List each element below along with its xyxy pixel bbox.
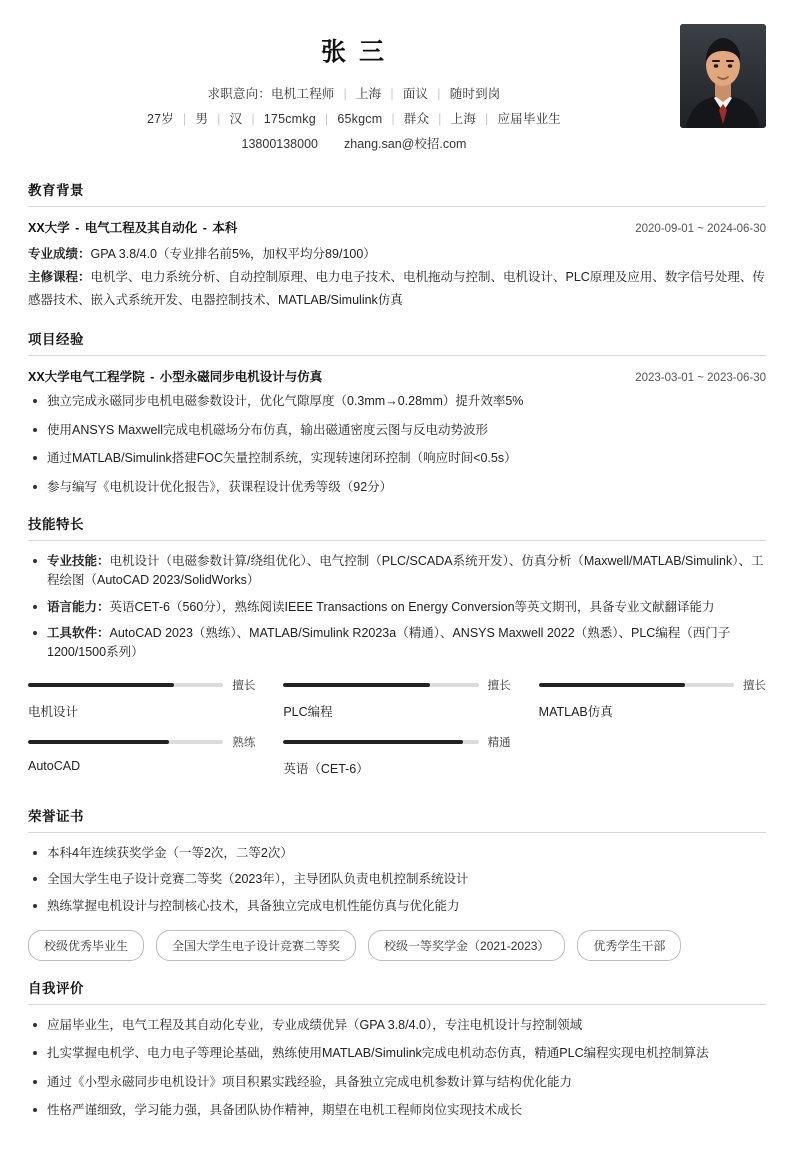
divider: |: [485, 112, 489, 126]
skill-name: 英语（CET-6）: [283, 761, 369, 776]
list-item: 扎实掌握电机学、电力电子等理论基础，熟练使用MATLAB/Simulink完成电机动态仿真，精通PLC编程实现电机控制算法: [28, 1044, 766, 1063]
divider: |: [391, 112, 395, 126]
skill-progress-track: [283, 683, 478, 687]
education-courses: [28, 266, 766, 312]
list-item: [28, 552, 766, 591]
intent-item: 电机工程师: [271, 87, 335, 101]
intent-item: 面议: [402, 87, 429, 101]
list-item: 本科4年连续获奖学金（一等2次，二等2次）: [28, 844, 766, 863]
list-item: 通过《小型永磁同步电机设计》项目积累实践经验，具备独立完成电机参数计算与结构优化能力: [28, 1073, 766, 1092]
intent-item: 上海: [355, 87, 382, 101]
section-education: [28, 179, 766, 312]
basic-item: 群众: [403, 112, 430, 126]
gpa-label: 专业成绩：: [28, 247, 91, 261]
page-title: 张 三: [321, 38, 387, 66]
project-entry-head: [28, 367, 766, 385]
divider: |: [438, 112, 442, 126]
skill-name: MATLAB仿真: [538, 704, 613, 719]
skill-level: 精通: [487, 736, 511, 749]
school-name: XX大学: [28, 221, 70, 235]
honor-tag-list: [28, 930, 766, 961]
skill-progress-fill: [539, 683, 685, 687]
skill-progress-track: [28, 740, 223, 744]
list-item: 熟练掌握电机设计与控制核心技术，具备独立完成电机性能仿真与优化能力: [28, 897, 766, 916]
list-item: [28, 624, 766, 663]
education-date: 2020-09-01 ~ 2024-06-30: [635, 223, 766, 235]
project-entry-title: XX大学电气工程学院 - 小型永磁同步电机设计与仿真: [28, 370, 323, 385]
list-item: 应届毕业生，电气工程及其自动化专业，专业成绩优异（GPA 3.8/4.0），专注电机设计与控制领域: [28, 1016, 766, 1035]
contact-line: [28, 132, 680, 157]
skill-level: 擅长: [232, 679, 256, 692]
section-title-honors: 荣誉证书: [28, 805, 766, 833]
divider: |: [217, 112, 221, 126]
skill-label: 工具软件：: [47, 626, 110, 640]
section-summary: [28, 977, 766, 1121]
list-item: 独立完成永磁同步电机电磁参数设计，优化气隙厚度（0.3mm→0.28mm）提升效率5%: [28, 392, 766, 411]
intent-line: [28, 82, 680, 107]
major-name: 电气工程及其自动化: [84, 221, 198, 235]
skill-progress-track: [539, 683, 734, 687]
project-bullet-list: [28, 392, 766, 497]
status-badge: 校级优秀毕业生: [28, 930, 144, 961]
skill-bar-row: [539, 677, 766, 693]
section-title-skills: 技能特长: [28, 513, 766, 541]
list-item: 全国大学生电子设计竞赛二等奖（2023年），主导团队负责电机控制系统设计: [28, 870, 766, 889]
intent-item: 随时到岗: [449, 87, 501, 101]
section-project: [28, 328, 766, 497]
gpa-value: GPA 3.8/4.0（专业排名前5%，加权平均分89/100）: [90, 247, 376, 261]
skill-label: 语言能力：: [47, 599, 110, 614]
status-badge: 校级一等奖学金（2021-2023）: [368, 930, 565, 961]
degree-name: 本科: [212, 221, 238, 235]
skill-level: 擅长: [487, 679, 511, 692]
skill-progress-fill: [283, 683, 429, 687]
basic-item: 175cmkg: [263, 112, 316, 126]
skill-text: 电机设计（电磁参数计算/绕组优化）、电气控制（PLC/SCADA系统开发）、仿真分析（Maxwell/MATLAB/Simulink）、工程绘图（AutoCAD 2023/SolidWorks）: [47, 553, 764, 588]
list-item: [28, 598, 766, 617]
divider: |: [324, 112, 329, 126]
skill-bar-row: [283, 677, 510, 693]
intent-label: 求职意向：: [207, 87, 271, 101]
skill-meter: [28, 677, 255, 732]
basic-item: 27岁: [146, 112, 174, 126]
list-item: 参与编写《电机设计优化报告》，获课程设计优秀等级（92分）: [28, 478, 766, 497]
courses-label: 主修课程：: [28, 270, 91, 285]
list-item: 使用ANSYS Maxwell完成电机磁场分布仿真，输出磁通密度云图与反电动势波形: [28, 421, 766, 440]
education-gpa: [28, 243, 766, 266]
skill-text: AutoCAD 2023（熟练）、MATLAB/Simulink R2023a（精通）、ANSYS Maxwell 2022（熟悉）、PLC编程（西门子1200/1500系列）: [47, 626, 731, 660]
avatar-photo-icon: [680, 24, 766, 128]
skill-meter: [539, 677, 766, 732]
section-skills: [28, 513, 766, 789]
skill-bar-row: [283, 734, 510, 750]
skill-progress-track: [283, 740, 478, 744]
list-item: 性格严谨细致，学习能力强，具备团队协作精神，期望在电机工程师岗位实现技术成长: [28, 1101, 766, 1120]
skill-bar-grid: [28, 677, 766, 789]
divider: |: [343, 87, 347, 101]
status-badge: 全国大学生电子设计竞赛二等奖: [156, 930, 356, 961]
skill-name: PLC编程: [283, 704, 333, 719]
skill-text: 英语CET-6（560分），熟练阅读IEEE Transactions on Energy Conversion等英文期刊，具备专业文献翻译能力: [109, 599, 715, 614]
project-date: 2023-03-01 ~ 2023-06-30: [635, 372, 766, 385]
skill-bar-row: [28, 677, 255, 693]
skill-name: 电机设计: [28, 704, 79, 719]
skill-progress-fill: [28, 683, 174, 687]
courses-value: 电机学、电力系统分析、自动控制原理、电力电子技术、电机拖动与控制、电机设计、PLC原理及应用、数字信号处理、传感器技术、嵌入式系统开发、电器控制技术、MATLAB/Simulink仿真: [28, 270, 765, 308]
education-entry-title: XX大学 - 电气工程及其自动化 - 本科: [28, 221, 238, 235]
basic-item: 男: [195, 112, 209, 126]
header-main: [28, 22, 680, 157]
basic-item: 65kgcm: [337, 112, 383, 126]
status-badge: 优秀学生干部: [577, 930, 681, 961]
skill-label: 专业技能：: [47, 553, 110, 568]
basic-item: 应届毕业生: [497, 112, 561, 126]
skill-progress-fill: [283, 740, 463, 744]
basic-item: 上海: [450, 112, 477, 126]
list-item: 通过MATLAB/Simulink搭建FOC矢量控制系统，实现转速闭环控制（响应时间<0.5s）: [28, 449, 766, 468]
skill-level: 擅长: [742, 679, 766, 692]
skill-name: AutoCAD: [28, 758, 81, 773]
skill-progress-track: [28, 683, 223, 687]
section-title-project: 项目经验: [28, 328, 766, 356]
skill-meter: [283, 734, 510, 789]
basic-item: 汉: [229, 112, 243, 126]
divider: |: [437, 87, 441, 101]
skill-progress-fill: [28, 740, 169, 744]
project-name: 小型永磁同步电机设计与仿真: [159, 370, 323, 385]
divider: |: [390, 87, 394, 101]
resume-header: [28, 18, 766, 163]
section-title-summary: 自我评价: [28, 977, 766, 1005]
summary-bullet-list: [28, 1016, 766, 1121]
honors-bullet-list: [28, 844, 766, 916]
project-org: XX大学电气工程学院: [28, 370, 145, 385]
divider: |: [183, 112, 187, 126]
divider: |: [251, 112, 255, 126]
basic-info-line: [28, 107, 680, 132]
skill-meter: [28, 734, 255, 789]
section-title-education: 教育背景: [28, 179, 766, 207]
skill-bar-row: [28, 734, 255, 750]
skill-meter-empty: [539, 734, 766, 789]
skill-level: 熟练: [232, 736, 256, 749]
skills-bullet-list: [28, 552, 766, 663]
education-entry-head: [28, 218, 766, 236]
avatar: [680, 24, 766, 128]
skill-meter: [283, 677, 510, 732]
email-address: zhang.san@校招.com: [344, 137, 467, 151]
section-honors: [28, 805, 766, 961]
phone-number: 13800138000: [241, 137, 318, 151]
